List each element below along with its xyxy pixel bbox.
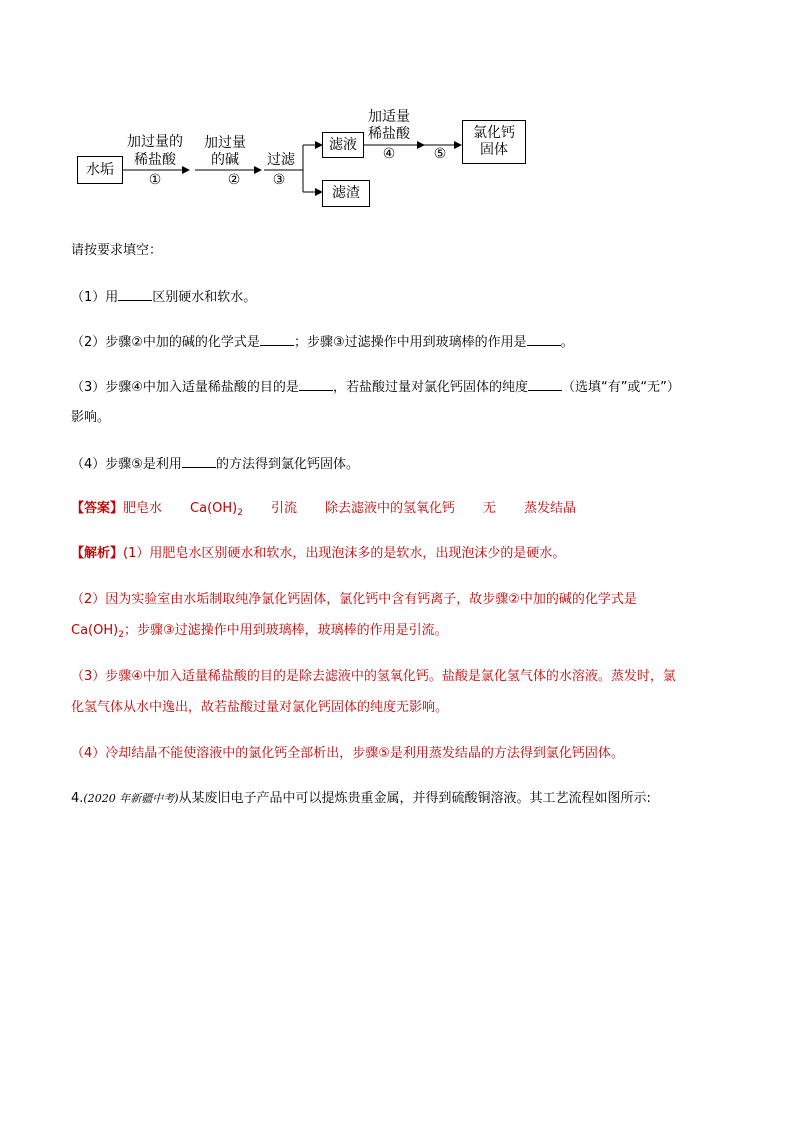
q4-text-a: （4）步骤⑤是利用: [71, 457, 182, 472]
step1-label-top: 加过量的: [127, 134, 183, 150]
q3-text-b: ，若盐酸过量对氯化钙固体的纯度: [332, 380, 528, 395]
analysis-p2-line1: （2）因为实验室由水垢制取纯净氯化钙固体，氯化钙中含有钙离子，故步骤②中加的碱的化学式是: [71, 592, 637, 607]
q3-text-c: （选填“有”或“无”）: [561, 380, 680, 395]
step2-number: ②: [227, 172, 241, 188]
box-calcium-chloride: [462, 120, 526, 164]
analysis-p1-text: (1）用肥皂水区别硬水和软水，出现泡沫多的是软水，出现泡沫少的是硬水。: [123, 546, 566, 561]
q4-text-b: 的方法得到氯化钙固体。: [215, 457, 359, 472]
question-2: [71, 333, 574, 352]
analysis-p2-line2: [71, 622, 448, 644]
box-end-line1: 氯化钙: [473, 125, 515, 141]
box-scale: [77, 156, 123, 184]
process-flow-diagram: [0, 0, 794, 220]
answer-1: 肥皂水: [123, 501, 163, 516]
q2-blank-1: [260, 333, 294, 346]
box-end-line2: 固体: [480, 142, 508, 158]
next-question-text: 从某废旧电子产品中可以提炼贵重金属，并得到硫酸铜溶液。其工艺流程如图所示:: [178, 791, 651, 806]
q1-blank: [118, 288, 152, 301]
instruction-text: 请按要求填空：: [71, 243, 163, 258]
step3-label-top: 过滤: [267, 152, 295, 168]
analysis-p2-formula: $Ca(OH)_2$: [71, 623, 124, 640]
answer-4: 除去滤液中的氢氧化钙: [324, 501, 455, 516]
q2-text-c: 。: [560, 335, 574, 350]
q1-text-a: （1）用: [71, 290, 119, 305]
question-3: [71, 378, 680, 397]
q2-blank-2: [527, 333, 561, 346]
q4-blank: [182, 455, 216, 468]
analysis-p3-line2: 化氢气体从水中逸出，故若盐酸过量对氯化钙固体的纯度无影响。: [71, 700, 449, 715]
box-residue-label: 滤渣: [332, 185, 360, 201]
q3-blank-1: [299, 378, 333, 391]
step4-label-top: 加适量: [368, 109, 410, 125]
step1-number: ①: [148, 172, 162, 188]
question-1: [71, 288, 256, 307]
step2-label-mid: 的碱: [211, 152, 239, 168]
box-filtrate-label: 滤液: [329, 136, 357, 153]
question-3-line2: 影响。: [71, 410, 111, 425]
q3-text-a: （3）步骤④中加入适量稀盐酸的目的是: [71, 380, 299, 395]
next-question-exam: (2020 年新疆中考): [83, 792, 179, 805]
q2-text-b: ；步骤③过滤操作中用到玻璃棒的作用是: [293, 335, 527, 350]
step2-label-top: 加过量: [204, 135, 246, 151]
step4-label-mid: 稀盐酸: [368, 126, 410, 142]
step5-number: ⑤: [433, 146, 447, 162]
step4-number: ④: [382, 146, 396, 162]
answer-line: [71, 500, 576, 522]
answer-tag: 【答案】: [71, 501, 124, 516]
q1-text-b: 区别硬水和软水。: [152, 290, 257, 305]
answer-6: 蒸发结晶: [524, 501, 577, 516]
analysis-p3-line1: （3）步骤④中加入适量稀盐酸的目的是除去滤液中的氢氧化钙。盐酸是氯化氢气体的水溶液。蒸发时，氯: [71, 669, 676, 684]
box-residue: [322, 180, 370, 207]
box-filtrate: [322, 132, 364, 158]
analysis-tag: 【解析】: [71, 546, 124, 561]
answer-2: $Ca(OH)_2$: [190, 501, 243, 518]
q3-blank-2: [528, 378, 562, 391]
analysis-p1: [71, 545, 565, 563]
step3-number: ③: [272, 172, 286, 188]
analysis-p4: （4）冷却结晶不能使溶液中的氯化钙全部析出，步骤⑤是利用蒸发结晶的方法得到氯化钙固体。: [71, 746, 624, 761]
analysis-p2-text: ；步骤③过滤操作中用到玻璃棒，玻璃棒的作用是引流。: [123, 623, 448, 638]
answer-5: 无: [483, 501, 497, 516]
next-question-number: 4.: [71, 791, 84, 806]
q2-text-a: （2）步骤②中加的碱的化学式是: [71, 335, 260, 350]
box-scale-label: 水垢: [86, 161, 114, 178]
answer-3: 引流: [270, 501, 297, 516]
next-question: [71, 790, 651, 808]
question-4: [71, 455, 359, 474]
step1-label-mid: 稀盐酸: [134, 152, 176, 168]
